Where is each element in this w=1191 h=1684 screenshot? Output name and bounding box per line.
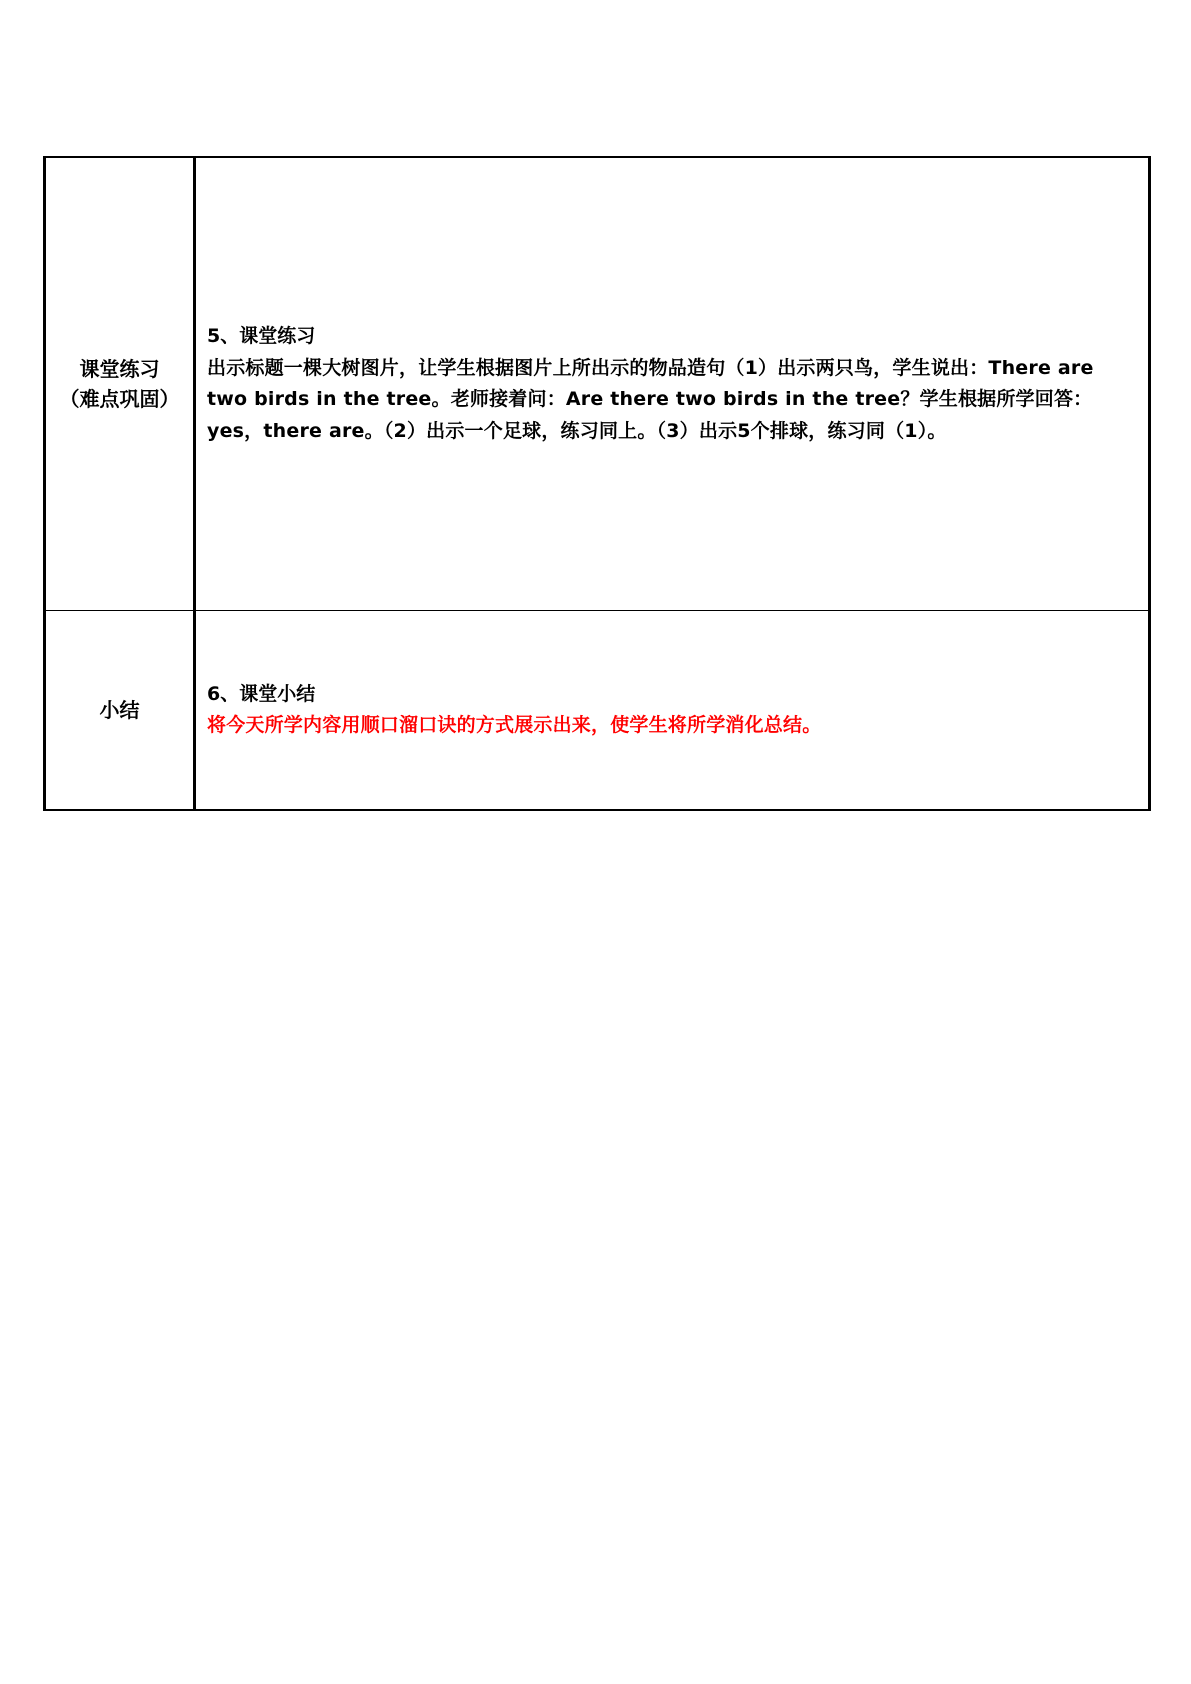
- row-label: 小结: [99, 698, 140, 722]
- section-body-highlight: 将今天所学内容用顺口溜口诀的方式展示出来，使学生将所学消化总结。: [207, 714, 822, 736]
- table-row-practice: [45, 157, 1150, 611]
- table-row-summary: [45, 611, 1150, 811]
- section-heading: 5、课堂练习: [207, 325, 316, 347]
- row-content-cell: [195, 157, 1150, 611]
- lesson-plan-table: [43, 156, 1151, 811]
- section-heading: 6、课堂小结: [207, 682, 316, 705]
- row-sublabel: （难点巩固）: [59, 387, 180, 411]
- row-label-cell: [45, 611, 195, 811]
- row-label-cell: [45, 157, 195, 611]
- section-body: 出示标题一棵大树图片，让学生根据图片上所出示的物品造句（1）出示两只鸟，学生说出：There are two birds in the tree。老师接着问：Are there two birds in the tree？学生根据所学回答：yes，there are。（2）出示一个足球，练习同上。（3）出示5个排球，练习同（1）。: [207, 356, 1094, 442]
- row-content-cell: [195, 611, 1150, 811]
- row-label: 课堂练习: [79, 357, 160, 381]
